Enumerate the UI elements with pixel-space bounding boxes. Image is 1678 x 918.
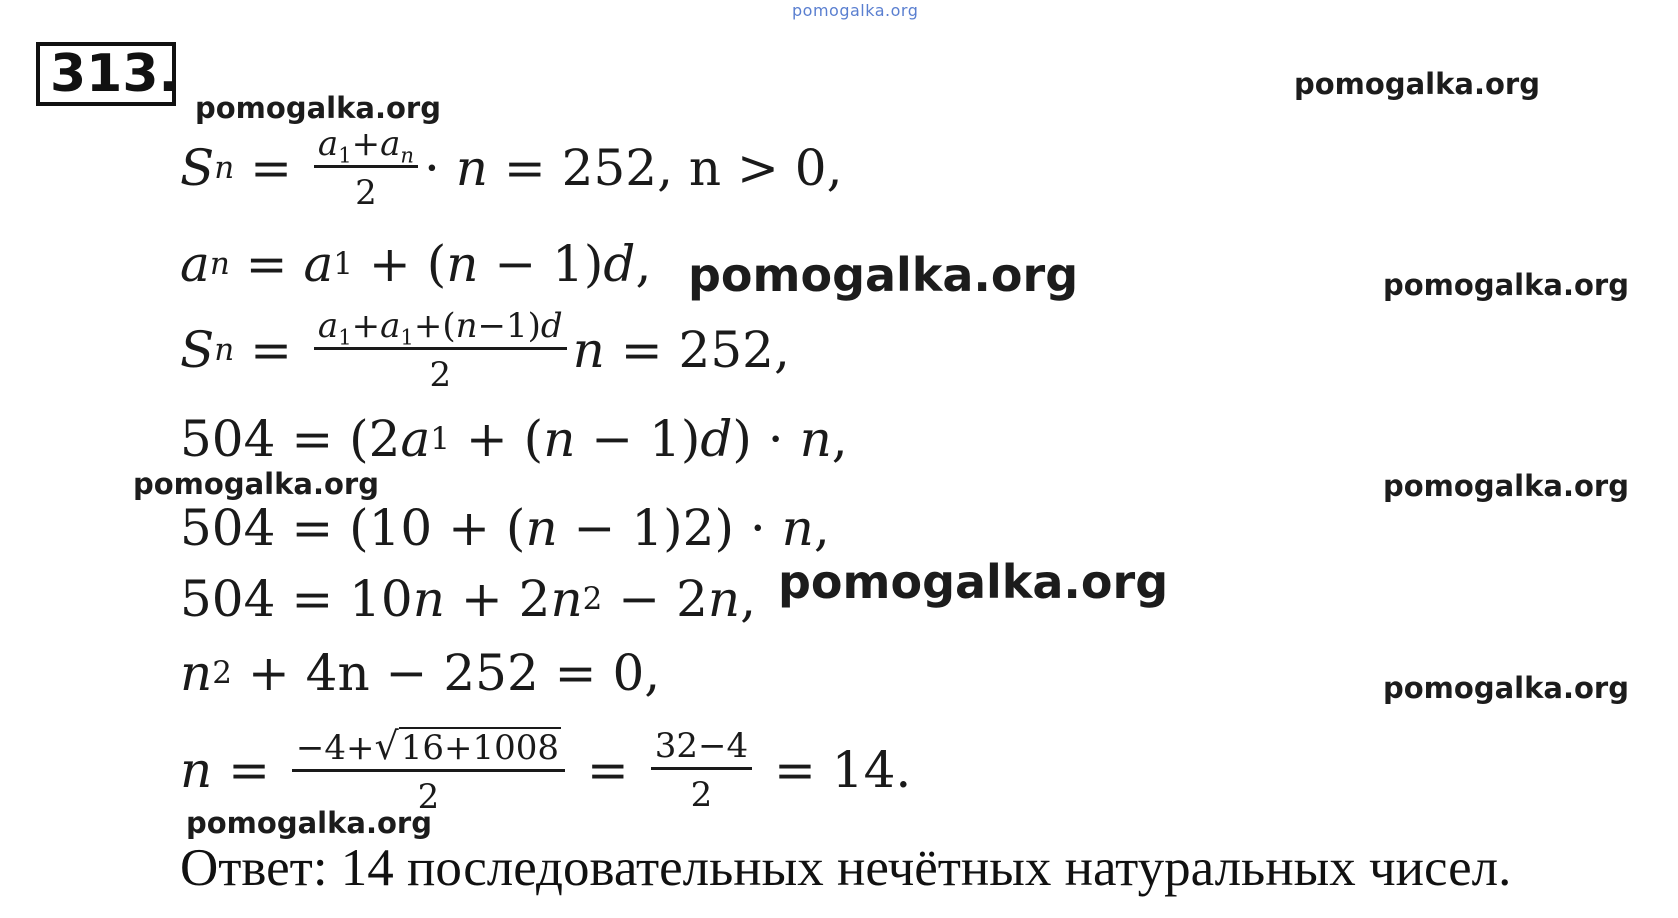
equation-text: + 4n − 252 = 0, bbox=[247, 644, 661, 702]
equation-quadratic: n 2 + 4n − 252 = 0, bbox=[180, 644, 661, 702]
watermark: pomogalka.org bbox=[688, 248, 1079, 302]
equation-expanded: 504 = 10 n + 2 n 2 − 2 n , bbox=[180, 570, 756, 628]
fraction: $\frac{32-4}{2}$ bbox=[651, 729, 752, 812]
equation-nth-term: a n = a 1 + ( n − 1) d , bbox=[180, 235, 652, 293]
equation-504-numeric: 504 = (10 + ( n − 1)2) · n , bbox=[180, 499, 830, 557]
equation-504-general: 504 = (2 a 1 + ( n − 1) d ) · n , bbox=[180, 410, 848, 468]
watermark: pomogalka.org bbox=[133, 467, 379, 501]
watermark-top: pomogalka.org bbox=[792, 1, 919, 20]
watermark: pomogalka.org bbox=[1383, 671, 1629, 705]
equation-sum-formula: S n = $\frac{a_1+a_n}{2}$ · n = 252, n > 0, bbox=[180, 123, 843, 213]
fraction: $\frac{a_1+a_n}{2}$ bbox=[314, 127, 418, 210]
answer-text: Ответ: 14 последовательных нечётных натуральных чисел. bbox=[180, 839, 1512, 897]
equation-sum-substituted: S n = $\frac{a_1+a_1+(n-1)d}{2}$ n = 252, bbox=[180, 305, 790, 395]
watermark: pomogalka.org bbox=[1294, 67, 1540, 101]
problem-number: 313. bbox=[36, 42, 176, 106]
watermark: pomogalka.org bbox=[186, 806, 432, 840]
watermark: pomogalka.org bbox=[778, 555, 1169, 609]
equation-text: = 14. bbox=[773, 741, 912, 799]
fraction: −4+ √ 16+1008 2 bbox=[292, 727, 565, 814]
watermark: pomogalka.org bbox=[1383, 469, 1629, 503]
equation-solution: n = −4+ √ 16+1008 2 = $\frac{32-4}{2}$ = 14. bbox=[180, 723, 912, 817]
equation-text: = 252, n > 0, bbox=[503, 139, 843, 197]
watermark: pomogalka.org bbox=[1383, 268, 1629, 302]
fraction: $\frac{a_1+a_1+(n-1)d}{2}$ bbox=[314, 309, 567, 392]
watermark: pomogalka.org bbox=[195, 91, 441, 125]
